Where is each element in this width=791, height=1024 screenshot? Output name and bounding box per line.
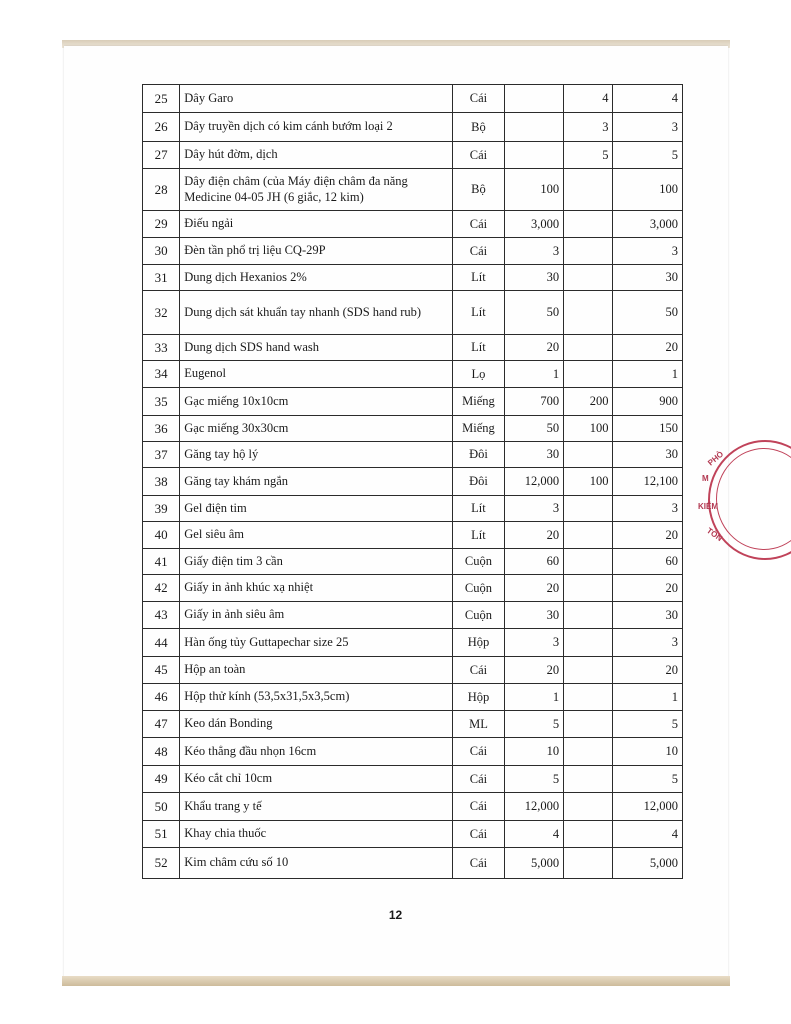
table-row [143,291,683,335]
quantity-b-cell: 3 [564,113,613,142]
table-row [143,416,683,442]
quantity-total-cell: 1 [613,684,683,711]
item-number-cell: 42 [143,575,180,602]
item-unit-cell: Cái [453,211,504,238]
quantity-total-cell: 10 [613,738,683,766]
item-number-cell: 30 [143,238,180,265]
quantity-total-cell: 12,000 [613,793,683,821]
quantity-a-cell: 20 [504,335,563,361]
quantity-b-cell [564,575,613,602]
item-number-cell: 37 [143,442,180,468]
item-unit-cell: Miếng [453,388,504,416]
quantity-b-cell [564,291,613,335]
item-number-cell: 38 [143,468,180,496]
table-row [143,496,683,522]
quantity-a-cell: 5 [504,711,563,738]
item-name-cell: Dây điện châm (của Máy điện châm đa năng Medicine 04-05 JH (6 giắc, 12 kim) [180,169,453,211]
item-name-cell: Điếu ngải [180,211,453,238]
supply-table-body [143,85,683,879]
quantity-a-cell: 5 [504,766,563,793]
quantity-a-cell: 30 [504,265,563,291]
quantity-a-cell: 10 [504,738,563,766]
item-unit-cell: Cái [453,793,504,821]
table-row [143,821,683,848]
table-row [143,711,683,738]
item-number-cell: 29 [143,211,180,238]
item-number-cell: 46 [143,684,180,711]
supply-table [142,84,683,879]
item-name-cell: Eugenol [180,361,453,388]
table-row [143,629,683,657]
item-number-cell: 31 [143,265,180,291]
quantity-b-cell: 100 [564,416,613,442]
quantity-a-cell: 30 [504,602,563,629]
item-number-cell: 33 [143,335,180,361]
item-unit-cell: Lít [453,496,504,522]
quantity-total-cell: 20 [613,522,683,549]
item-number-cell: 25 [143,85,180,113]
quantity-a-cell: 3 [504,629,563,657]
quantity-a-cell: 12,000 [504,468,563,496]
table-row [143,238,683,265]
quantity-b-cell [564,738,613,766]
item-unit-cell: Cái [453,821,504,848]
quantity-total-cell: 5,000 [613,848,683,879]
quantity-b-cell [564,821,613,848]
item-name-cell: Đèn tần phổ trị liệu CQ-29P [180,238,453,265]
quantity-a-cell: 20 [504,522,563,549]
item-unit-cell: Lít [453,522,504,549]
item-name-cell: Khay chia thuốc [180,821,453,848]
table-row [143,142,683,169]
quantity-a-cell [504,142,563,169]
item-unit-cell: Cái [453,766,504,793]
item-unit-cell: Đôi [453,468,504,496]
paper-bottom-edge [62,976,730,986]
quantity-total-cell: 3 [613,113,683,142]
item-unit-cell: Cái [453,85,504,113]
quantity-total-cell: 3 [613,238,683,265]
item-name-cell: Gạc miếng 30x30cm [180,416,453,442]
quantity-a-cell: 20 [504,575,563,602]
quantity-total-cell: 150 [613,416,683,442]
quantity-b-cell [564,657,613,684]
item-name-cell: Hàn ống tủy Guttapechar size 25 [180,629,453,657]
quantity-a-cell: 700 [504,388,563,416]
quantity-b-cell: 5 [564,142,613,169]
table-row [143,335,683,361]
quantity-b-cell [564,793,613,821]
quantity-total-cell: 900 [613,388,683,416]
item-name-cell: Dây hút đờm, dịch [180,142,453,169]
item-unit-cell: Hộp [453,684,504,711]
quantity-b-cell [564,442,613,468]
item-unit-cell: Lít [453,291,504,335]
table-row [143,522,683,549]
table-row [143,738,683,766]
item-number-cell: 36 [143,416,180,442]
quantity-b-cell [564,169,613,211]
quantity-total-cell: 30 [613,442,683,468]
quantity-total-cell: 3 [613,496,683,522]
quantity-b-cell: 100 [564,468,613,496]
quantity-a-cell [504,113,563,142]
table-row [143,657,683,684]
table-row [143,575,683,602]
item-number-cell: 50 [143,793,180,821]
quantity-a-cell: 1 [504,361,563,388]
quantity-b-cell [564,711,613,738]
item-unit-cell: Lít [453,265,504,291]
table-row [143,361,683,388]
quantity-total-cell: 50 [613,291,683,335]
quantity-b-cell [564,848,613,879]
quantity-total-cell: 3 [613,629,683,657]
item-number-cell: 40 [143,522,180,549]
table-row [143,388,683,416]
item-unit-cell: Lít [453,335,504,361]
quantity-b-cell: 200 [564,388,613,416]
quantity-a-cell: 30 [504,442,563,468]
quantity-b-cell [564,238,613,265]
quantity-a-cell: 20 [504,657,563,684]
item-unit-cell: Cái [453,848,504,879]
item-number-cell: 34 [143,361,180,388]
quantity-total-cell: 60 [613,549,683,575]
quantity-a-cell: 3 [504,496,563,522]
item-number-cell: 27 [143,142,180,169]
item-number-cell: 41 [143,549,180,575]
item-name-cell: Keo dán Bonding [180,711,453,738]
quantity-a-cell [504,85,563,113]
item-number-cell: 44 [143,629,180,657]
item-number-cell: 32 [143,291,180,335]
item-unit-cell: Cái [453,238,504,265]
item-unit-cell: Đôi [453,442,504,468]
item-number-cell: 51 [143,821,180,848]
quantity-a-cell: 50 [504,291,563,335]
quantity-a-cell: 4 [504,821,563,848]
item-unit-cell: Cái [453,738,504,766]
quantity-total-cell: 4 [613,821,683,848]
table-row [143,848,683,879]
item-unit-cell: Bộ [453,169,504,211]
quantity-b-cell [564,361,613,388]
table-row [143,265,683,291]
item-name-cell: Hộp thử kính (53,5x31,5x3,5cm) [180,684,453,711]
item-number-cell: 39 [143,496,180,522]
quantity-b-cell [564,684,613,711]
quantity-b-cell [564,549,613,575]
item-number-cell: 28 [143,169,180,211]
quantity-b-cell [564,265,613,291]
quantity-a-cell: 3,000 [504,211,563,238]
stamp-text: M [702,474,709,483]
item-number-cell: 48 [143,738,180,766]
quantity-a-cell: 50 [504,416,563,442]
item-number-cell: 35 [143,388,180,416]
quantity-b-cell [564,602,613,629]
item-number-cell: 47 [143,711,180,738]
table-row [143,113,683,142]
quantity-b-cell [564,766,613,793]
item-name-cell: Dây truyền dịch có kim cánh bướm loại 2 [180,113,453,142]
item-unit-cell: Bộ [453,113,504,142]
quantity-a-cell: 1 [504,684,563,711]
quantity-total-cell: 20 [613,335,683,361]
item-name-cell: Giấy điện tim 3 cần [180,549,453,575]
quantity-total-cell: 5 [613,711,683,738]
quantity-a-cell: 60 [504,549,563,575]
table-row [143,684,683,711]
item-name-cell: Giấy in ảnh siêu âm [180,602,453,629]
quantity-total-cell: 5 [613,766,683,793]
stamp-text: KIỂM [698,502,718,511]
table-row [143,793,683,821]
quantity-total-cell: 20 [613,575,683,602]
table-row [143,169,683,211]
quantity-b-cell: 4 [564,85,613,113]
table-row [143,549,683,575]
item-name-cell: Găng tay hộ lý [180,442,453,468]
quantity-b-cell [564,335,613,361]
quantity-a-cell: 100 [504,169,563,211]
table-row [143,85,683,113]
item-name-cell: Gel siêu âm [180,522,453,549]
page-number: 12 [388,908,403,922]
quantity-total-cell: 30 [613,265,683,291]
item-name-cell: Gel điện tim [180,496,453,522]
item-number-cell: 45 [143,657,180,684]
item-unit-cell: Lọ [453,361,504,388]
item-name-cell: Kéo thẳng đầu nhọn 16cm [180,738,453,766]
item-unit-cell: Cái [453,142,504,169]
item-unit-cell: Miếng [453,416,504,442]
quantity-b-cell [564,211,613,238]
item-name-cell: Giấy in ảnh khúc xạ nhiệt [180,575,453,602]
item-name-cell: Dây Garo [180,85,453,113]
quantity-total-cell: 5 [613,142,683,169]
quantity-total-cell: 30 [613,602,683,629]
item-name-cell: Dung dịch Hexanios 2% [180,265,453,291]
item-unit-cell: Cái [453,657,504,684]
item-name-cell: Kéo cắt chỉ 10cm [180,766,453,793]
item-unit-cell: Hộp [453,629,504,657]
stamp-text: PHÒ [706,449,726,468]
quantity-b-cell [564,496,613,522]
quantity-total-cell: 100 [613,169,683,211]
item-unit-cell: Cuộn [453,602,504,629]
item-name-cell: Kim châm cứu số 10 [180,848,453,879]
quantity-total-cell: 20 [613,657,683,684]
table-row [143,211,683,238]
item-unit-cell: ML [453,711,504,738]
table-row [143,602,683,629]
quantity-a-cell: 5,000 [504,848,563,879]
quantity-total-cell: 12,100 [613,468,683,496]
item-unit-cell: Cuộn [453,575,504,602]
item-number-cell: 26 [143,113,180,142]
red-seal-stamp [698,440,791,560]
item-number-cell: 52 [143,848,180,879]
item-unit-cell: Cuộn [453,549,504,575]
item-name-cell: Dung dịch SDS hand wash [180,335,453,361]
quantity-a-cell: 12,000 [504,793,563,821]
item-name-cell: Dung dịch sát khuẩn tay nhanh (SDS hand rub) [180,291,453,335]
table-row [143,766,683,793]
quantity-b-cell [564,522,613,549]
item-number-cell: 43 [143,602,180,629]
quantity-total-cell: 3,000 [613,211,683,238]
item-name-cell: Gạc miếng 10x10cm [180,388,453,416]
item-name-cell: Hộp an toàn [180,657,453,684]
item-name-cell: Khẩu trang y tế [180,793,453,821]
table-row [143,468,683,496]
item-number-cell: 49 [143,766,180,793]
quantity-b-cell [564,629,613,657]
quantity-a-cell: 3 [504,238,563,265]
stamp-text: TỔN [704,525,724,544]
item-name-cell: Găng tay khám ngắn [180,468,453,496]
table-row [143,442,683,468]
quantity-total-cell: 1 [613,361,683,388]
quantity-total-cell: 4 [613,85,683,113]
